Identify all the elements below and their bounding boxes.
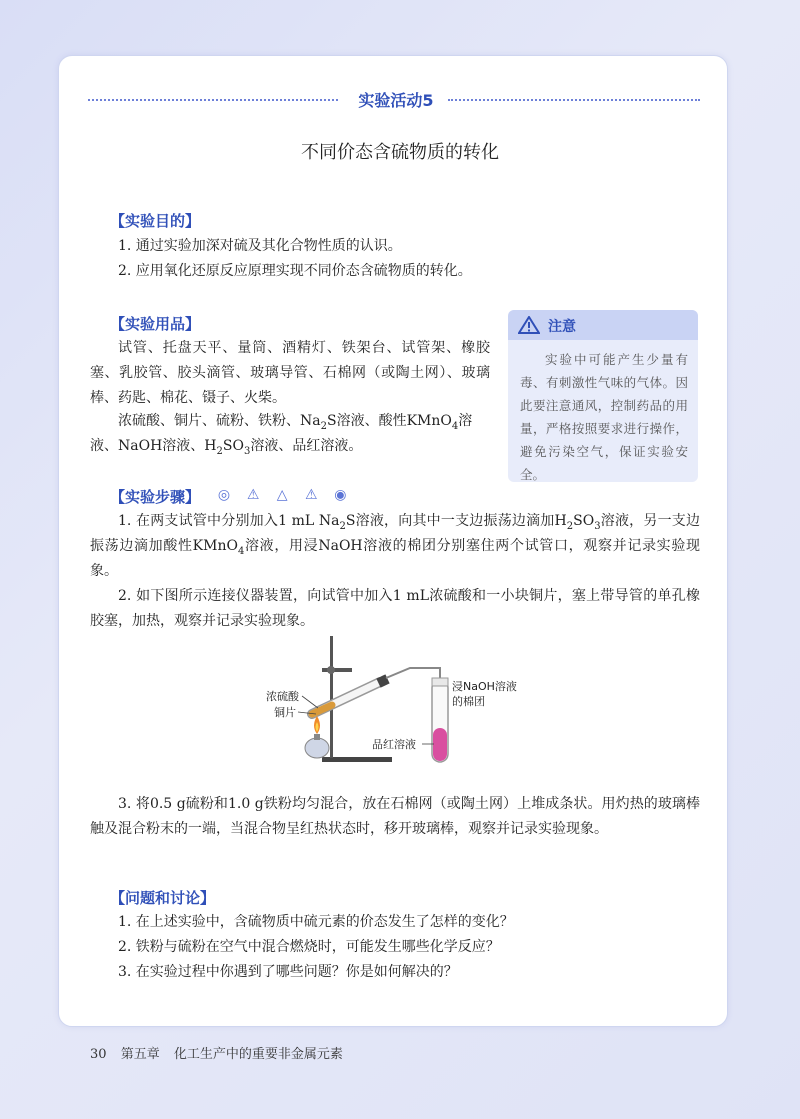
discussion-item: 3. 在实验过程中你遇到了哪些问题？你是如何解决的？	[118, 964, 458, 980]
purpose-list	[118, 234, 698, 284]
step-1: 1. 在两支试管中分别加入1 mL $Na_2S$溶液，向其中一支边振荡边滴加$H_2SO_3$溶液，另一支边振荡边滴加酸性KMnO$_4$溶液，用浸NaOH溶液的棉团分别塞住两个试管口，观察并记录实验现象。	[90, 513, 700, 579]
receiving-tube	[432, 678, 448, 762]
purpose-item: 1. 通过实验加深对硫及其化合物性质的认识。	[118, 238, 402, 254]
safety-note	[508, 310, 698, 482]
label-cotton-2: 的棉团	[452, 695, 485, 708]
label-copper: 铜片	[274, 706, 296, 719]
discussion-heading: 【问题和讨论】	[110, 889, 216, 907]
header-divider-left	[88, 99, 338, 101]
step-2: 2. 如下图所示连接仪器装置，向试管中加入1 mL浓硫酸和一小块铜片，塞上带导管的单孔橡胶塞，加热，观察并记录实验现象。	[90, 588, 700, 629]
clamp	[322, 668, 352, 672]
materials-reagents: 浓硫酸、铜片、硫粉、铁粉、$Na_2S$溶液、酸性KMnO$_4$溶液、NaOH溶液、$H_2SO_3$溶液、品红溶液。	[90, 413, 473, 457]
page-footer	[90, 1043, 353, 1062]
goggles-icon: ◎	[217, 487, 231, 503]
label-acid: 浓硫酸	[266, 690, 299, 703]
materials-heading: 【实验用品】	[110, 315, 201, 333]
discussion-item: 2. 铁粉与硫粉在空气中混合燃烧时，可能发生哪些化学反应？	[118, 939, 500, 955]
wash-hands-icon: ◉	[334, 487, 347, 503]
test-tube	[312, 682, 380, 714]
stand-rod	[330, 636, 333, 758]
chapter-label: 第五章	[120, 1047, 160, 1062]
apparatus-figure	[262, 630, 552, 770]
purpose-heading: 【实验目的】	[110, 212, 201, 230]
label-magenta: 品红溶液	[372, 738, 416, 751]
activity-title: 实验活动5	[358, 91, 434, 110]
flame-icon: △	[276, 487, 288, 503]
note-title: 注意	[548, 319, 576, 335]
materials-equipment: 试管、托盘天平、量筒、酒精灯、铁架台、试管架、橡胶塞、乳胶管、胶头滴管、玻璃导管、石棉网（或陶土网）、玻璃棒、药匙、棉花、镊子、火柴。	[90, 340, 490, 406]
activity-header	[88, 88, 700, 112]
safety-icons	[214, 484, 354, 506]
chapter-title: 化工生产中的重要非金属元素	[173, 1047, 343, 1062]
step-3: 3. 将0.5 g硫粉和1.0 g铁粉均匀混合，放在石棉网（或陶土网）上堆成条状。用灼热的玻璃棒触及混合粉末的一端，当混合物呈红热状态时，移开玻璃棒，观察并记录实验现象。	[90, 796, 700, 837]
steps-heading: 【实验步骤】	[110, 488, 201, 506]
clamp-knob	[327, 666, 335, 674]
purpose-item: 2. 应用氧化还原反应原理实现不同价态含硫物质的转化。	[118, 263, 472, 279]
warning-icon	[518, 316, 540, 334]
page-title: 不同价态含硫物质的转化	[301, 142, 499, 163]
header-divider-right	[448, 99, 700, 101]
toxic-icon: ⚠	[305, 487, 318, 503]
caution-icon: ⚠	[246, 487, 260, 503]
note-text: 实验中可能产生少量有毒、有刺激性气味的气体。因此要注意通风，控制药品的用量，严格按照要求进行操作，避免污染空气，保证实验安全。	[520, 352, 688, 482]
discussion-item: 1. 在上述实验中，含硫物质中硫元素的价态发生了怎样的变化？	[118, 914, 514, 930]
discussion-list	[118, 910, 708, 985]
alcohol-lamp	[305, 716, 329, 758]
label-cotton-1: 浸NaOH溶液	[452, 680, 517, 693]
note-header	[508, 310, 698, 340]
page-number: 30	[90, 1047, 107, 1062]
